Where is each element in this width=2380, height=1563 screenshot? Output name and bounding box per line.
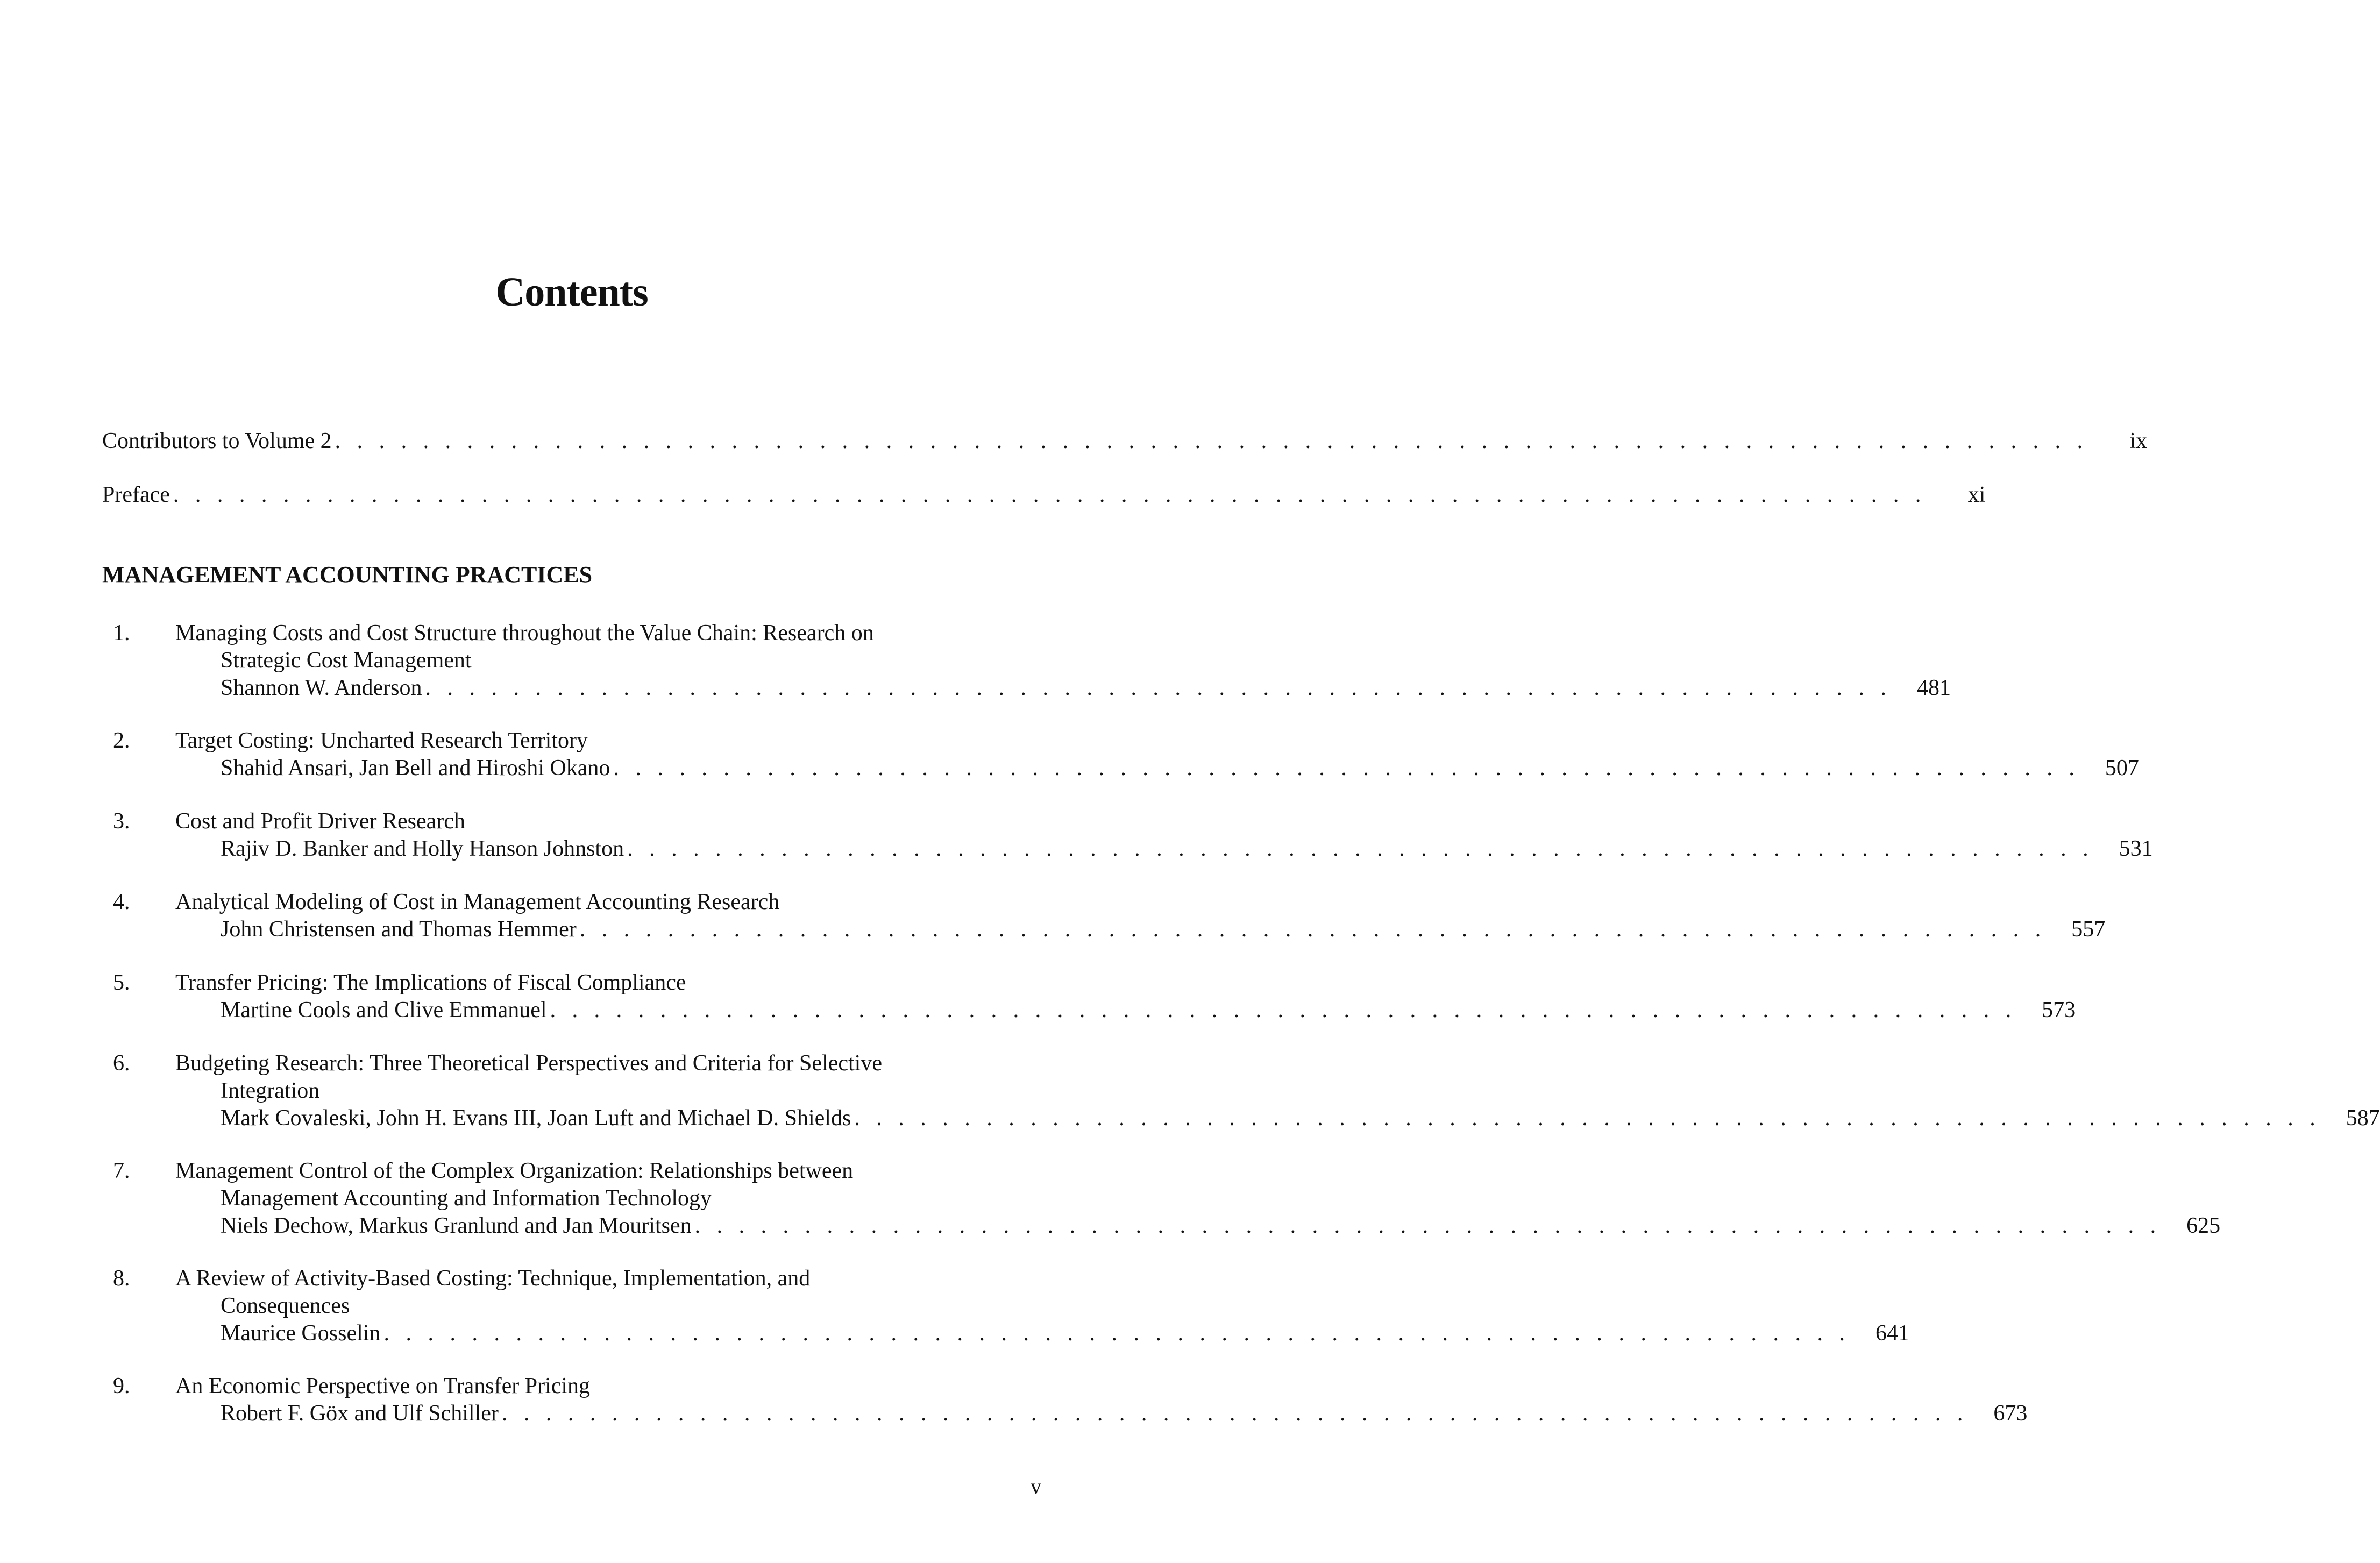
leader-dots: . . . . . . . . . . . . . . . . . . . . . . . . . . . . . . . . . . . . . . . . . . . . . . . . . . . . . . . . . . . . . . . . . . . (854, 1106, 2321, 1131)
entry-title: Cost and Profit Driver Research (175, 809, 465, 834)
entry-title: Transfer Pricing: The Implications of Fiscal Compliance (175, 970, 686, 995)
toc-entry (102, 889, 2106, 943)
entry-authors: Shannon W. Anderson (221, 676, 422, 700)
entry-author-line (221, 1320, 1909, 1347)
entry-page: 557 (2071, 917, 2106, 942)
front-matter-label: Contributors to Volume 2 (102, 429, 332, 453)
entry-title: Management Control of the Complex Organization: Relationships between (175, 1159, 854, 1183)
toc-entry (102, 1157, 2221, 1240)
entry-title-continued: Integration (221, 1078, 320, 1103)
entry-author-line (221, 755, 2139, 782)
entry-page: 573 (2042, 998, 2076, 1022)
entry-authors: John Christensen and Thomas Hemmer (221, 917, 577, 942)
entry-title: Managing Costs and Cost Structure throughout the Value Chain: Research on (175, 621, 874, 645)
entry-page: 587 (2346, 1106, 2380, 1131)
entry-author-line (221, 1400, 2028, 1427)
toc-entry (102, 620, 1951, 702)
toc-entry (102, 1373, 2028, 1427)
toc-entry (102, 727, 2139, 782)
toc-entry (102, 808, 2153, 863)
entry-authors: Robert F. Göx and Ulf Schiller (221, 1401, 499, 1426)
entry-title: Analytical Modeling of Cost in Management Accounting Research (175, 890, 780, 914)
leader-dots: . . . . . . . . . . . . . . . . . . . . . . . . . . . . . . . . . . . . . . . . . . . . . . . . . . . . . . . . . . . . . . . . . . . (579, 917, 2047, 942)
leader-dots: . . . . . . . . . . . . . . . . . . . . . . . . . . . . . . . . . . . . . . . . . . . . . . . . . . . . . . . . . . . . . . . . . . . (613, 756, 2080, 780)
entry-page: 507 (2105, 756, 2139, 780)
entry-title-continued: Management Accounting and Information Technology (221, 1186, 712, 1211)
leader-dots: . . . . . . . . . . . . . . . . . . . . . . . . . . . . . . . . . . . . . . . . . . . . . . . . . . . . . . . . . . . . . . . . . . . . . . . . . . . . . . . . (335, 429, 2088, 453)
front-matter-page: xi (1967, 482, 1986, 507)
entry-number: 5. (113, 970, 130, 995)
entry-number: 9. (113, 1374, 130, 1398)
leader-dots: . . . . . . . . . . . . . . . . . . . . . . . . . . . . . . . . . . . . . . . . . . . . . . . . . . . . . . . . . . . . . . . . . . . (383, 1321, 1850, 1346)
entry-author-line (221, 674, 1951, 702)
entry-title: A Review of Activity-Based Costing: Technique, Implementation, and (175, 1266, 811, 1291)
leader-dots: . . . . . . . . . . . . . . . . . . . . . . . . . . . . . . . . . . . . . . . . . . . . . . . . . . . . . . . . . . . . . . . . . . . (550, 998, 2017, 1022)
section-heading: MANAGEMENT ACCOUNTING PRACTICES (102, 562, 593, 588)
leader-dots: . . . . . . . . . . . . . . . . . . . . . . . . . . . . . . . . . . . . . . . . . . . . . . . . . . . . . . . . . . . . . . . . . . . (501, 1401, 1969, 1426)
entry-author-line (221, 916, 2106, 943)
entry-page: 625 (2186, 1213, 2221, 1238)
entry-page: 531 (2119, 836, 2153, 861)
entry-author-line (221, 1105, 2380, 1132)
entry-page: 673 (1993, 1401, 2028, 1426)
entry-page: 641 (1875, 1321, 1909, 1346)
entry-title: An Economic Perspective on Transfer Pricing (175, 1374, 591, 1398)
entry-title: Budgeting Research: Three Theoretical Perspectives and Criteria for Selective (175, 1051, 882, 1076)
entry-number: 2. (113, 728, 130, 753)
entry-authors: Martine Cools and Clive Emmanuel (221, 998, 547, 1022)
entry-number: 7. (113, 1159, 130, 1183)
entry-number: 3. (113, 809, 130, 834)
leader-dots: . . . . . . . . . . . . . . . . . . . . . . . . . . . . . . . . . . . . . . . . . . . . . . . . . . . . . . . . . . . . . . . . . . . (694, 1213, 2162, 1238)
entry-title-continued: Consequences (221, 1294, 350, 1318)
toc-entry (102, 969, 2076, 1024)
front-matter-preface (102, 482, 1986, 509)
toc-entry (102, 1265, 1909, 1347)
page-title: Contents (495, 269, 648, 315)
entry-author-line (221, 997, 2076, 1024)
entry-title: Target Costing: Uncharted Research Territory (175, 728, 588, 753)
page-folio: v (1031, 1474, 1041, 1498)
front-matter-page: ix (2129, 429, 2148, 453)
front-matter-label: Preface (102, 482, 170, 507)
entry-authors: Maurice Gosselin (221, 1321, 381, 1346)
entry-number: 1. (113, 621, 130, 645)
leader-dots: . . . . . . . . . . . . . . . . . . . . . . . . . . . . . . . . . . . . . . . . . . . . . . . . . . . . . . . . . . . . . . . . . . . . . . . . . . . . . . . . (173, 482, 1927, 507)
leader-dots: . . . . . . . . . . . . . . . . . . . . . . . . . . . . . . . . . . . . . . . . . . . . . . . . . . . . . . . . . . . . . . . . . . . (425, 676, 1892, 700)
entry-number: 8. (113, 1266, 130, 1291)
entry-authors: Niels Dechow, Markus Granlund and Jan Mouritsen (221, 1213, 692, 1238)
entry-title-continued: Strategic Cost Management (221, 648, 472, 673)
entry-author-line (221, 1212, 2221, 1240)
entry-authors: Mark Covaleski, John H. Evans III, Joan Luft and Michael D. Shields (221, 1106, 851, 1131)
entry-number: 4. (113, 890, 130, 914)
entry-author-line (221, 835, 2153, 863)
front-matter-contributors (102, 428, 2148, 456)
entry-number: 6. (113, 1051, 130, 1076)
leader-dots: . . . . . . . . . . . . . . . . . . . . . . . . . . . . . . . . . . . . . . . . . . . . . . . . . . . . . . . . . . . . . . . . . . . (627, 836, 2094, 861)
toc-entry (102, 1050, 2380, 1132)
entry-authors: Shahid Ansari, Jan Bell and Hiroshi Okano (221, 756, 610, 780)
entry-page: 481 (1917, 676, 1951, 700)
entry-authors: Rajiv D. Banker and Holly Hanson Johnston (221, 836, 624, 861)
